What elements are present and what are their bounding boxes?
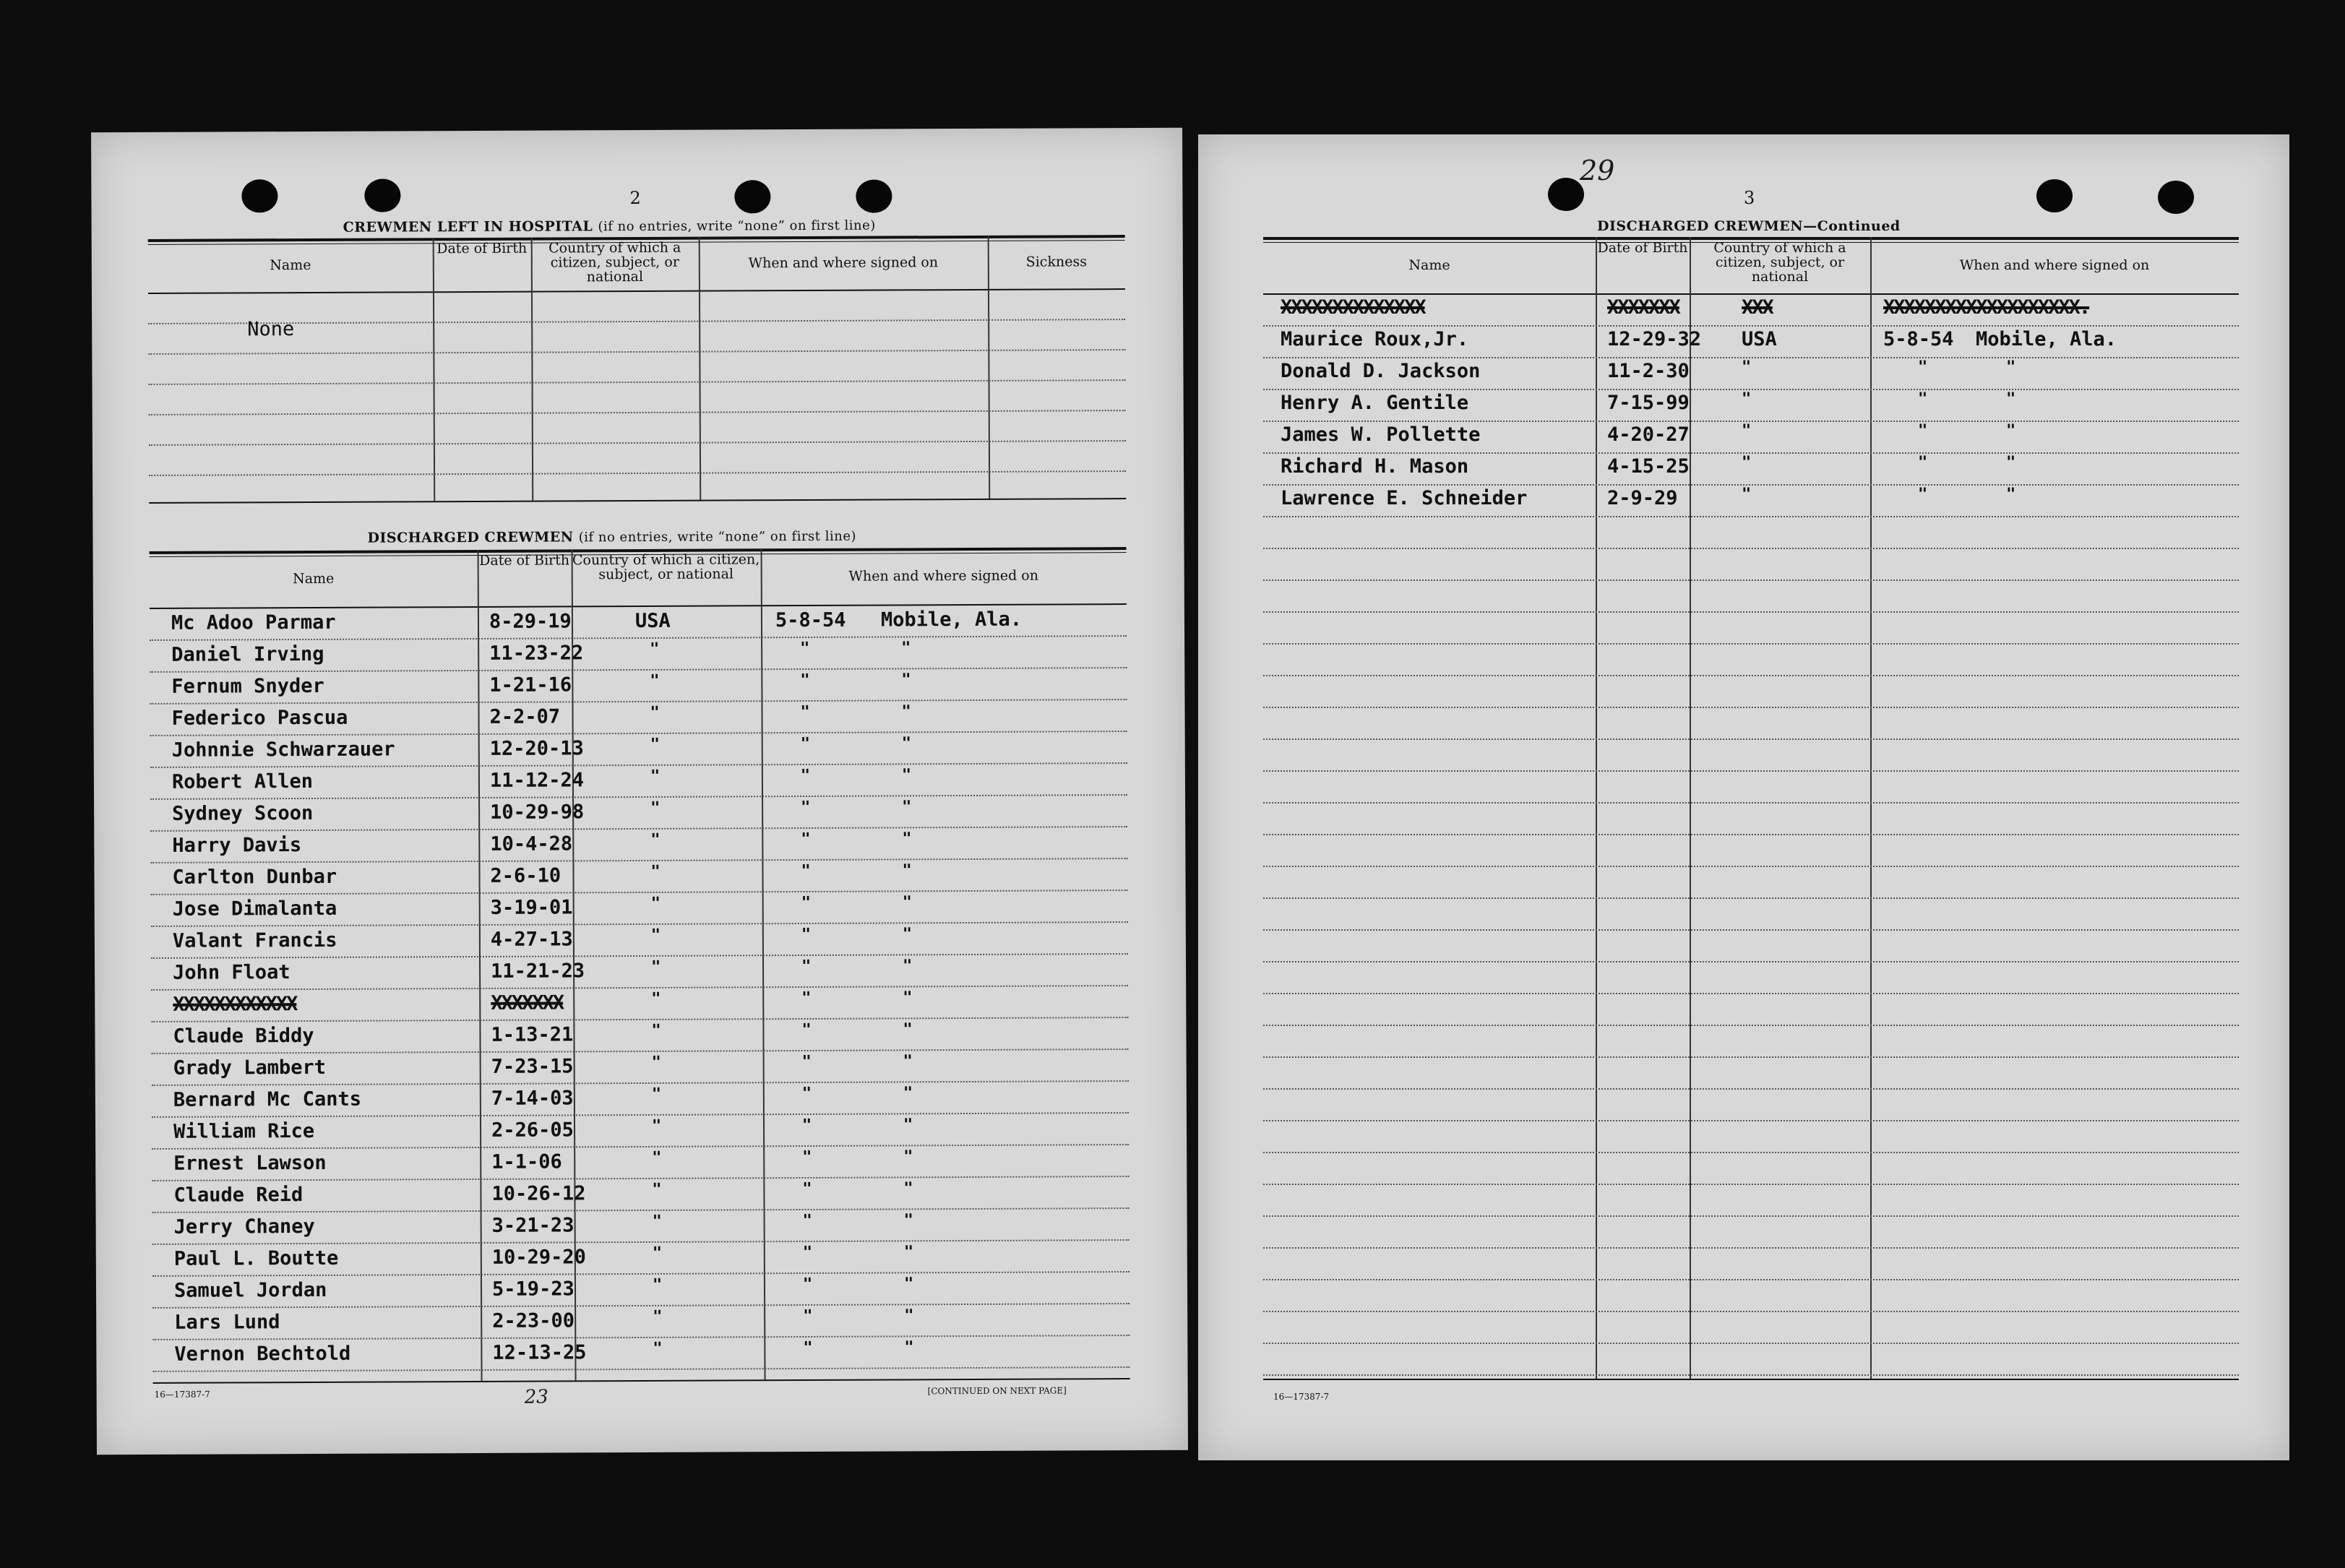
table-bottom-rule: [153, 1378, 1130, 1384]
column-header: When and where signed on: [1959, 257, 2150, 273]
crew-signed-place: ": [903, 1147, 913, 1166]
crew-date-of-birth: 10-29-98: [490, 801, 585, 824]
crew-date-of-birth: 11-2-30: [1607, 360, 1690, 382]
crew-signed-place: ": [903, 1116, 913, 1134]
row-rule: [150, 731, 1127, 736]
crew-signed-date: ": [801, 798, 811, 817]
crew-signed-date: ": [802, 1179, 812, 1199]
page-number: 2: [629, 187, 641, 209]
row-rule: [151, 889, 1128, 895]
row-rule: [152, 1366, 1130, 1372]
row-rule: [152, 1176, 1129, 1181]
crew-signed-date: ": [802, 1147, 812, 1167]
punch-hole: [856, 179, 892, 212]
punch-hole: [734, 180, 770, 213]
crew-name: Fernum Snyder: [171, 674, 324, 698]
form-number: 16—17387-7: [1273, 1392, 1330, 1402]
crew-country: ": [651, 1116, 662, 1135]
crew-signed-date: ": [801, 830, 811, 849]
column-divider: [988, 236, 991, 499]
crew-signed-date: ": [801, 893, 811, 913]
crew-signed-date: ": [1918, 358, 1928, 376]
crew-date-of-birth: 12-29-32: [1607, 328, 1702, 350]
column-divider: [761, 548, 766, 1379]
crew-country: ": [651, 1021, 661, 1040]
row-rule: [1263, 993, 2239, 994]
crew-signed-date: ": [801, 1084, 812, 1103]
row-rule: [1263, 325, 2239, 327]
crew-date-of-birth: 4-27-13: [490, 928, 573, 951]
crew-date-of-birth: 1-1-06: [491, 1150, 562, 1173]
crew-signed-date: ": [801, 1052, 812, 1072]
crew-date-of-birth: 2-26-05: [491, 1119, 574, 1142]
row-rule: [1263, 1184, 2239, 1185]
crew-date-of-birth: 11-12-24: [489, 769, 585, 792]
crew-signed-place: ": [2006, 358, 2016, 376]
row-rule: [1263, 897, 2239, 899]
crew-signed-date: ": [801, 925, 812, 944]
row-rule: [152, 1048, 1129, 1054]
page-number: 3: [1744, 188, 1755, 208]
crew-country: ": [1742, 486, 1752, 504]
left-page: [91, 128, 1188, 1455]
crew-date-of-birth: 4-20-27: [1607, 423, 1690, 446]
row-rule: [150, 826, 1127, 832]
crew-signed-date: 5-8-54: [1883, 328, 1954, 350]
row-rule: [1263, 1056, 2239, 1058]
row-rule: [152, 1144, 1129, 1150]
row-rule: [1263, 961, 2239, 962]
row-rule: [149, 470, 1126, 476]
row-rule: [150, 762, 1127, 768]
crew-signed-date: ": [802, 1275, 813, 1294]
row-rule: [152, 1080, 1129, 1086]
row-rule: [1263, 1152, 2239, 1153]
crew-signed-date: ": [1918, 422, 1928, 440]
hospital-none-entry: None: [247, 318, 295, 341]
crew-signed-place: ": [902, 798, 912, 817]
crew-signed-place: ": [903, 1179, 913, 1198]
crew-date-of-birth: 10-4-28: [490, 832, 573, 856]
crew-date-of-birth: 2-23-00: [492, 1309, 575, 1332]
row-rule: [150, 667, 1127, 673]
row-rule: [1263, 1025, 2239, 1026]
punch-hole: [2158, 181, 2194, 214]
crew-name: Sydney Scoon: [172, 801, 314, 825]
row-rule: [1263, 1343, 2239, 1344]
crew-name: Johnnie Schwarzauer: [171, 738, 395, 762]
punch-hole: [1548, 178, 1584, 211]
crew-country: ": [650, 862, 661, 881]
crew-date-of-birth: 12-20-13: [489, 737, 584, 760]
crew-date-of-birth: 2-9-29: [1607, 487, 1678, 509]
row-rule: [152, 1112, 1129, 1118]
crew-signed-date: ": [1918, 390, 1928, 408]
column-divider: [1596, 237, 1597, 1379]
crew-date-of-birth: 3-21-23: [491, 1214, 575, 1237]
row-rule: [1263, 929, 2239, 931]
column-divider: [1690, 237, 1691, 1379]
row-rule: [1263, 802, 2239, 804]
row-rule: [1263, 1215, 2239, 1217]
crew-name: XXXXXXXXXXXX: [173, 993, 297, 1016]
crew-country: ": [1742, 454, 1752, 472]
crew-name: Carlton Dunbar: [172, 865, 337, 889]
crew-country: ": [653, 1339, 663, 1358]
row-rule: [152, 1335, 1130, 1340]
crew-signed-place: ": [902, 830, 912, 848]
column-header: When and where signed on: [848, 567, 1039, 585]
row-rule: [1263, 1247, 2239, 1249]
crew-date-of-birth: 7-14-03: [491, 1087, 574, 1110]
row-rule: [151, 953, 1128, 959]
crew-country: ": [652, 1148, 662, 1167]
crew-date-of-birth: 3-19-01: [490, 896, 573, 919]
crew-date-of-birth: 1-21-16: [489, 673, 572, 697]
crew-name: XXXXXXXXXXXXXX: [1281, 296, 1425, 319]
column-divider: [478, 550, 483, 1381]
crew-signed-date: ": [801, 988, 812, 1008]
crew-signed-place: ": [903, 1020, 913, 1039]
crew-date-of-birth: 10-26-12: [491, 1182, 586, 1205]
crew-signed-place: ": [903, 1275, 914, 1293]
row-rule: [150, 699, 1127, 705]
crew-date-of-birth: 7-15-99: [1607, 392, 1690, 414]
crew-name: Lars Lund: [174, 1311, 280, 1334]
row-rule: [152, 1303, 1130, 1309]
table-bottom-rule: [149, 498, 1126, 504]
handwritten-page-number: 29: [1580, 155, 1615, 186]
column-header: Sickness: [1025, 254, 1087, 270]
crew-date-of-birth: XXXXXXX: [491, 991, 564, 1015]
column-header: Name: [1408, 257, 1450, 273]
crew-signed-date: ": [802, 1211, 812, 1231]
handwritten-note: 23: [524, 1386, 548, 1408]
crew-country: ": [650, 767, 661, 785]
header-rule: [1263, 293, 2239, 295]
crew-signed-date: ": [800, 766, 811, 785]
hospital-section-title: CREWMEN LEFT IN HOSPITAL (if no entries, write “none” on first line): [343, 217, 876, 236]
row-rule: [1263, 770, 2239, 772]
crew-country: ": [1742, 422, 1752, 440]
row-rule: [1263, 611, 2239, 613]
row-rule: [1263, 1374, 2239, 1376]
row-rule: [148, 349, 1125, 355]
crew-date-of-birth: 11-21-23: [491, 960, 585, 983]
crew-signed-place: Mobile, Ala.: [880, 608, 1023, 632]
row-rule: [1263, 580, 2239, 581]
crew-signed-date: ": [1918, 454, 1928, 472]
crew-country: USA: [1742, 328, 1777, 350]
table-bottom-rule: [1263, 1379, 2239, 1380]
crew-country: ": [1742, 358, 1752, 376]
crew-name: Henry A. Gentile: [1281, 392, 1469, 414]
column-header: Country of which a citizen, subject, or national: [572, 551, 760, 583]
column-header: Country of which a citizen, subject, or national: [1713, 240, 1846, 285]
crew-name: Samuel Jordan: [173, 1278, 327, 1302]
crew-date-of-birth: 12-13-25: [492, 1341, 587, 1364]
crew-signed-date: ": [801, 1116, 812, 1135]
crew-name: Claude Biddy: [173, 1024, 314, 1048]
crew-name: James W. Pollette: [1281, 423, 1481, 446]
crew-country: ": [652, 1180, 662, 1199]
form-number: 16—17387-7: [154, 1389, 210, 1400]
crew-signed-date: ": [801, 861, 811, 881]
header-rule: [148, 288, 1125, 294]
crew-signed-place: ": [2006, 454, 2016, 472]
row-rule: [1263, 548, 2239, 549]
row-rule: [1263, 834, 2239, 835]
crew-country: ": [651, 1053, 661, 1072]
crew-name: Federico Pascua: [171, 706, 348, 730]
crew-country: ": [652, 1275, 663, 1294]
row-rule: [1263, 707, 2239, 708]
crew-signed-place: ": [902, 893, 912, 912]
crew-country: ": [652, 1212, 662, 1231]
crew-signed-place: Mobile, Ala.: [1976, 328, 2117, 350]
crew-signed-place: ": [901, 766, 912, 785]
row-rule: [152, 1239, 1130, 1245]
discharged-table: [91, 128, 1182, 133]
column-header: Country of which a citizen, subject, or national: [548, 239, 681, 285]
crew-name: Robert Allen: [171, 770, 314, 793]
crew-name: Jerry Chaney: [173, 1215, 315, 1239]
column-header: Date of Birth: [436, 240, 528, 257]
crew-country: USA: [634, 609, 671, 633]
row-rule: [152, 1271, 1130, 1277]
crew-country: ": [651, 989, 661, 1008]
crew-name: Claude Reid: [173, 1184, 304, 1207]
crew-date-of-birth: 1-13-21: [491, 1023, 574, 1046]
row-rule: [150, 635, 1127, 641]
crew-country: ": [652, 1244, 663, 1262]
crew-country: ": [650, 671, 660, 690]
crew-signed-date: ": [800, 639, 810, 658]
crew-signed-place: ": [903, 1243, 914, 1262]
column-divider: [1870, 237, 1872, 1379]
crew-name: Maurice Roux,Jr.: [1281, 328, 1469, 350]
crew-date-of-birth: XXXXXXX: [1607, 296, 1679, 319]
crew-signed-place: ": [2006, 422, 2016, 440]
crew-name: Lawrence E. Schneider: [1281, 487, 1528, 509]
row-rule: [151, 1017, 1128, 1022]
hospital-table: [91, 128, 1182, 133]
crew-signed-place: ": [901, 671, 911, 689]
crew-country: ": [650, 735, 661, 754]
crew-country: ": [651, 1085, 662, 1103]
punch-hole: [2036, 179, 2073, 212]
crew-signed-date: ": [800, 734, 811, 754]
row-rule: [1263, 643, 2239, 645]
crew-signed-date: ": [1918, 486, 1928, 504]
row-rule: [150, 858, 1127, 863]
crew-signed-place: ": [904, 1306, 914, 1325]
crew-signed-place: ": [902, 861, 912, 880]
crew-date-of-birth: 2-2-07: [489, 705, 561, 728]
row-rule: [1263, 738, 2239, 740]
column-divider: [699, 237, 702, 500]
crew-name: Ernest Lawson: [173, 1151, 327, 1175]
crew-date-of-birth: 11-23-22: [489, 642, 584, 665]
row-rule: [1263, 516, 2239, 517]
crew-name: Vernon Bechtold: [174, 1342, 351, 1366]
crew-country: ": [650, 926, 661, 944]
column-divider: [433, 238, 436, 501]
crew-signed-date: XXXXXXXXXXXXXXXXXXX.: [1883, 296, 2090, 319]
crew-name: Paul L. Boutte: [173, 1246, 339, 1270]
row-rule: [1263, 866, 2239, 867]
row-rule: [152, 1207, 1130, 1213]
crew-date-of-birth: 8-29-19: [489, 610, 572, 633]
crew-name: Harry Davis: [172, 834, 302, 857]
crew-signed-place: ": [903, 957, 913, 975]
discharged-continued-title: DISCHARGED CREWMEN—Continued: [1597, 218, 1901, 234]
crew-name: Jose Dimalanta: [172, 897, 337, 921]
crew-country: ": [650, 639, 660, 658]
row-rule: [1263, 1088, 2239, 1090]
right-page: [1198, 134, 2289, 1460]
crew-name: Daniel Irving: [171, 642, 324, 666]
crew-signed-date: ": [803, 1338, 813, 1358]
crew-date-of-birth: 5-19-23: [491, 1278, 575, 1301]
column-header: Date of Birth: [479, 552, 570, 569]
crew-signed-date: ": [801, 1020, 812, 1040]
row-rule: [1263, 1279, 2239, 1280]
crew-country: ": [650, 703, 660, 722]
crew-country: ": [650, 894, 661, 913]
crew-signed-place: ": [903, 1084, 913, 1103]
row-rule: [151, 921, 1128, 927]
crew-signed-date: ": [801, 957, 812, 976]
crew-name: Mc Adoo Parmar: [171, 611, 336, 634]
crew-signed-date: ": [802, 1243, 813, 1262]
row-rule: [150, 794, 1127, 800]
crew-name: Bernard Mc Cants: [173, 1087, 362, 1111]
punch-hole: [241, 179, 277, 212]
crew-signed-place: ": [2006, 486, 2016, 504]
row-rule: [149, 379, 1126, 385]
crew-signed-place: ": [903, 988, 913, 1007]
crew-signed-date: ": [800, 702, 810, 722]
crew-date-of-birth: 4-15-25: [1607, 455, 1690, 478]
column-header: Name: [293, 570, 335, 587]
punch-hole: [364, 178, 400, 212]
discharged-section-title: DISCHARGED CREWMEN (if no entries, write “none” on first line): [367, 528, 857, 546]
crew-signed-place: ": [904, 1338, 914, 1357]
crew-date-of-birth: 7-23-15: [491, 1055, 574, 1078]
row-rule: [149, 410, 1126, 415]
crew-name: Richard H. Mason: [1281, 455, 1469, 478]
crew-signed-date: ": [803, 1306, 813, 1326]
column-header: Name: [270, 257, 311, 274]
crew-name: Valant Francis: [172, 929, 337, 952]
crew-date-of-birth: 10-29-20: [491, 1246, 586, 1269]
row-rule: [1263, 1311, 2239, 1312]
crew-name: John Float: [173, 961, 291, 984]
row-rule: [1263, 1120, 2239, 1121]
crew-name: Donald D. Jackson: [1281, 360, 1481, 382]
row-rule: [1263, 675, 2239, 676]
crew-country: ": [650, 830, 661, 849]
crew-country: XXX: [1742, 296, 1773, 319]
crew-country: ": [651, 957, 661, 976]
crew-country: ": [650, 798, 661, 817]
row-rule: [151, 985, 1128, 991]
row-rule: [149, 440, 1126, 446]
crew-name: William Rice: [173, 1119, 315, 1143]
continued-note: [CONTINUED ON NEXT PAGE]: [927, 1385, 1067, 1397]
crew-date-of-birth: 2-6-10: [490, 864, 561, 887]
row-rule: [148, 319, 1125, 324]
crew-signed-place: ": [2006, 390, 2016, 408]
crew-country: ": [653, 1307, 663, 1326]
crew-signed-place: ": [903, 1052, 913, 1071]
crew-signed-place: ": [901, 734, 912, 753]
column-header: When and where signed on: [748, 254, 939, 272]
crew-signed-place: ": [901, 639, 911, 658]
crew-signed-place: ": [902, 925, 913, 944]
crew-signed-date: 5-8-54: [775, 608, 846, 632]
crew-name: Grady Lambert: [173, 1056, 327, 1080]
crew-signed-place: ": [901, 702, 911, 721]
column-header: Date of Birth: [1597, 240, 1688, 256]
crew-signed-date: ": [800, 671, 810, 690]
crew-country: ": [1742, 390, 1752, 408]
crew-signed-place: ": [903, 1211, 913, 1230]
